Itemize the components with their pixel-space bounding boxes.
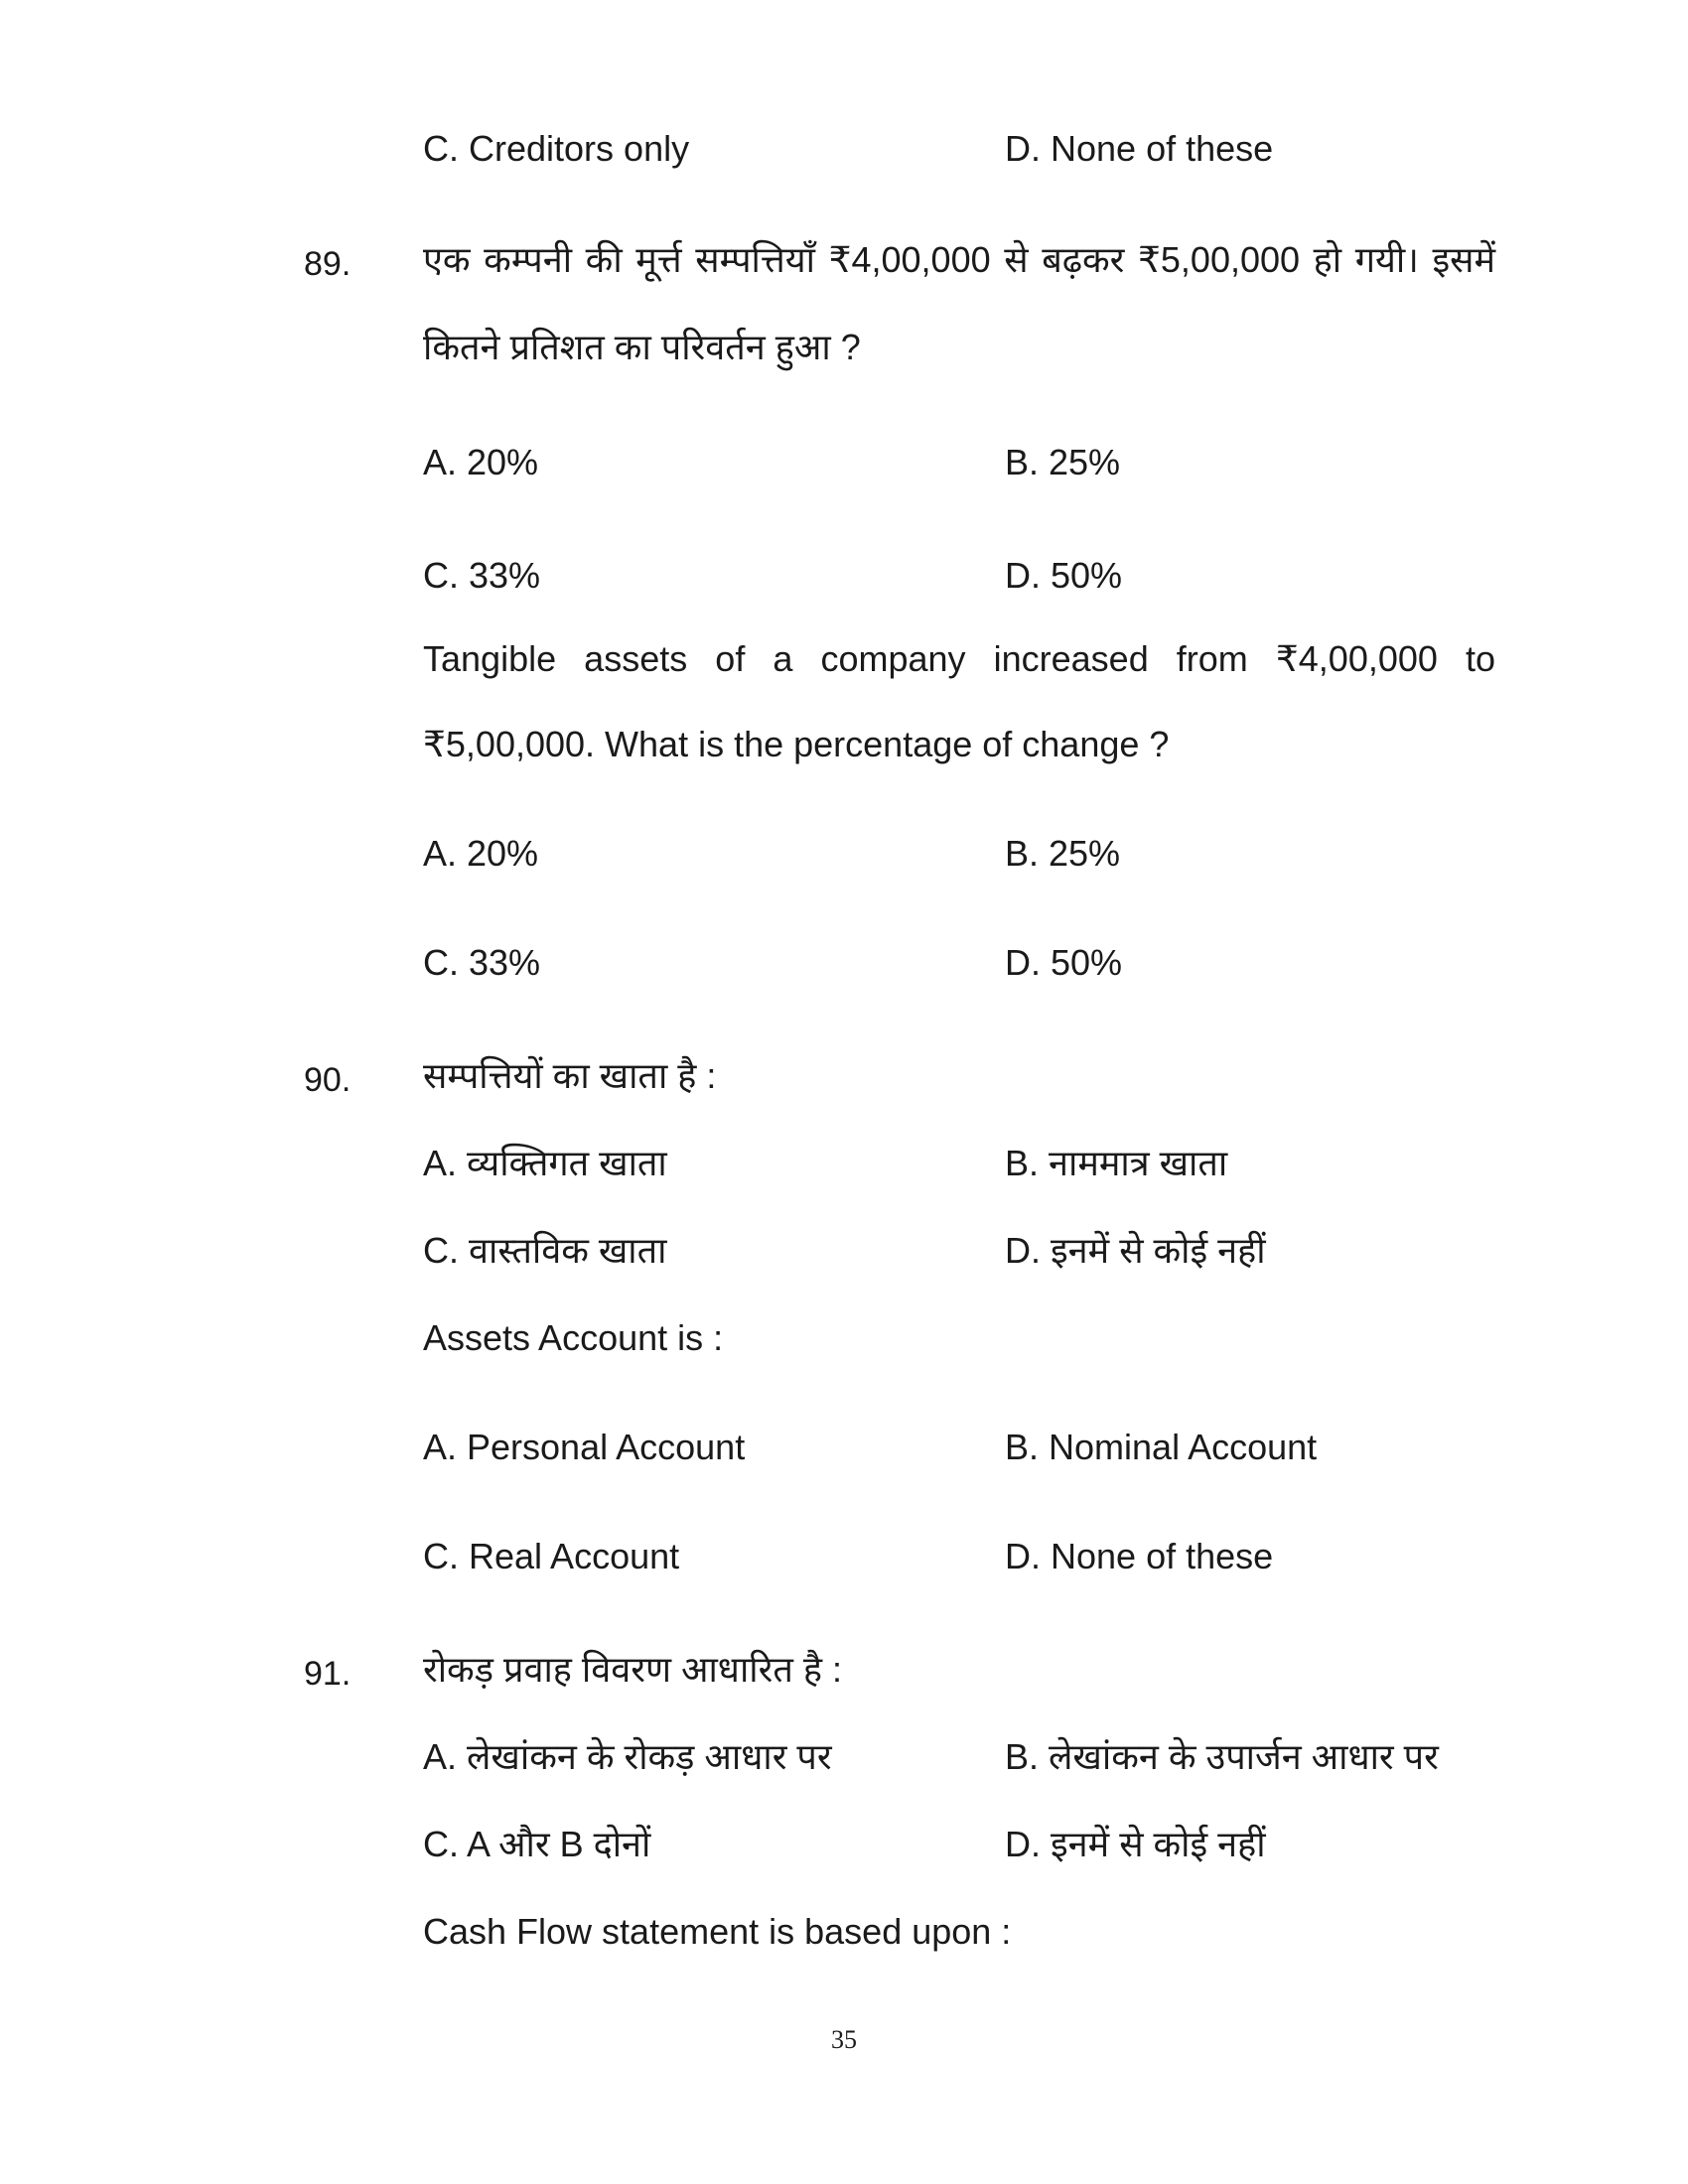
question-89-hindi-option-c: C. 33% <box>423 555 541 596</box>
question-89-english-option-b: B. 25% <box>1005 833 1121 874</box>
option-d-previous: D. None of these <box>1005 128 1274 169</box>
question-89-hindi-line1: एक कम्पनी की मूर्त्त सम्पत्तियाँ ₹4,00,000 से बढ़कर ₹5,00,000 हो गयी। इसमें <box>423 239 1495 280</box>
question-90-english-option-a: A. Personal Account <box>423 1427 746 1467</box>
question-90-english-option-d: D. None of these <box>1005 1536 1274 1576</box>
question-91-number: 91. <box>304 1655 352 1693</box>
question-89-hindi-option-a: A. 20% <box>423 442 539 482</box>
question-89-number: 89. <box>304 245 352 283</box>
question-91-hindi-option-c: C. A और B दोनों <box>423 1824 651 1864</box>
question-91-hindi-option-a: A. लेखांकन के रोकड़ आधार पर <box>423 1736 832 1777</box>
question-91-english: Cash Flow statement is based upon : <box>423 1911 1012 1952</box>
question-91-hindi-option-d: D. इनमें से कोई नहीं <box>1005 1824 1266 1864</box>
question-89-hindi-option-d: D. 50% <box>1005 555 1123 596</box>
question-90-hindi-option-a: A. व्यक्तिगत खाता <box>423 1143 667 1183</box>
question-90-english: Assets Account is : <box>423 1317 724 1358</box>
page-number: 35 <box>831 2025 857 2054</box>
question-90-number: 90. <box>304 1061 352 1099</box>
question-90-hindi: सम्पत्तियों का खाता है : <box>423 1055 717 1096</box>
question-89-english-option-a: A. 20% <box>423 833 539 874</box>
question-89-english-option-c: C. 33% <box>423 942 541 983</box>
question-89-english-line2: ₹5,00,000. What is the percentage of change ? <box>423 724 1170 764</box>
question-90-english-option-c: C. Real Account <box>423 1536 680 1576</box>
question-90-hindi-option-c: C. वास्तविक खाता <box>423 1230 667 1271</box>
question-89-hindi-line2: कितने प्रतिशत का परिवर्तन हुआ ? <box>423 327 861 367</box>
question-90-hindi-option-b: B. नाममात्र खाता <box>1005 1143 1228 1183</box>
question-90-english-option-b: B. Nominal Account <box>1005 1427 1318 1467</box>
option-c-previous: C. Creditors only <box>423 128 690 169</box>
question-91-hindi-option-b: B. लेखांकन के उपार्जन आधार पर <box>1005 1736 1439 1777</box>
question-89-hindi-option-b: B. 25% <box>1005 442 1121 482</box>
question-91-hindi: रोकड़ प्रवाह विवरण आधारित है : <box>423 1649 842 1690</box>
question-89-english-option-d: D. 50% <box>1005 942 1123 983</box>
question-89-english-line1: Tangible assets of a company increased from ₹4,00,000 to <box>423 638 1495 679</box>
question-90-hindi-option-d: D. इनमें से कोई नहीं <box>1005 1230 1266 1271</box>
